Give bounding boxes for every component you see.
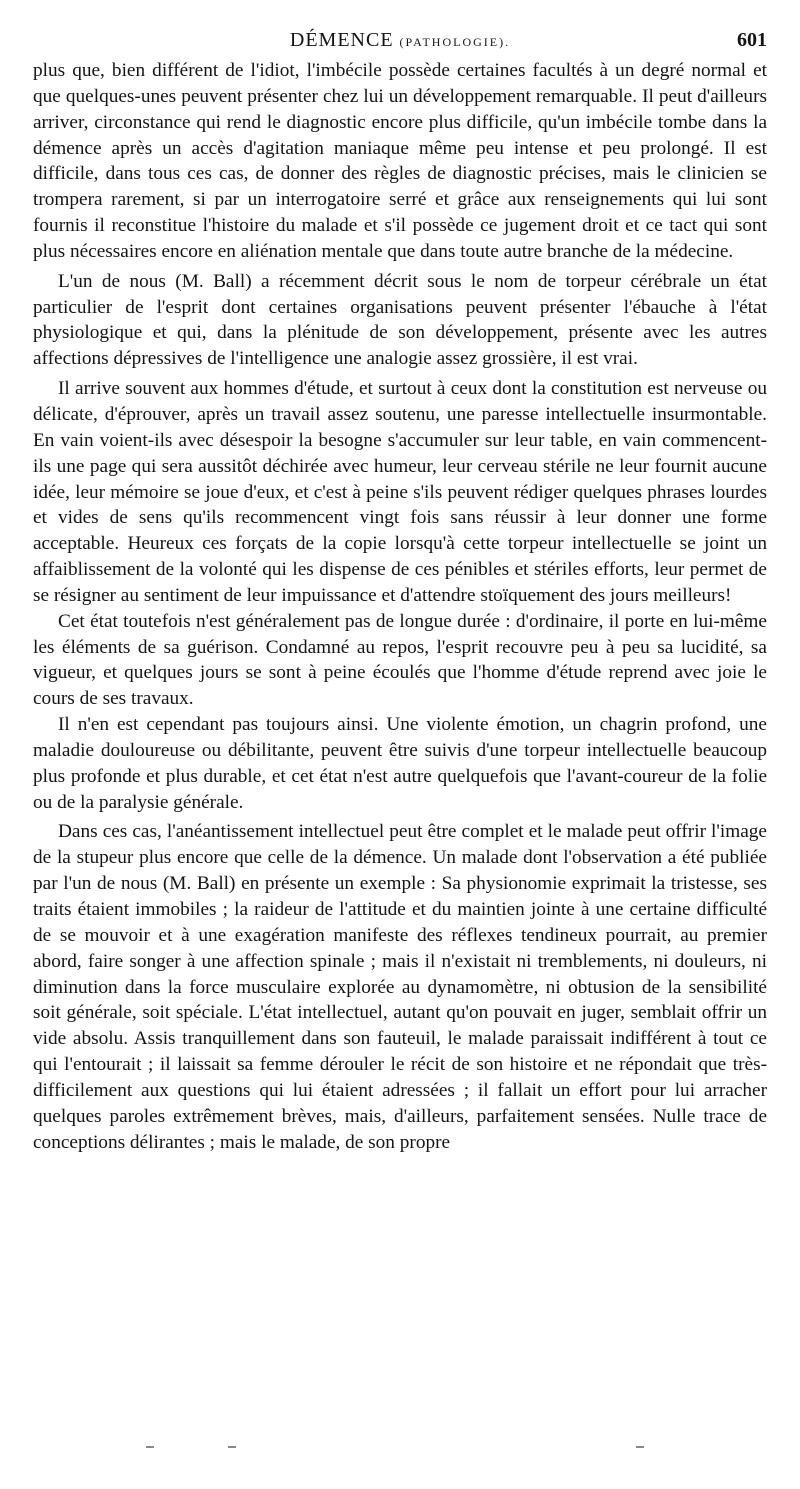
book-page bbox=[33, 26, 767, 1155]
running-header bbox=[33, 26, 767, 54]
header-title: DÉMENCE bbox=[289, 29, 394, 51]
paragraph: Il n'en est cependant pas toujours ainsi. Une violente émotion, un chagrin profond, une maladie douloureuse ou débilitante, peuvent être suivis d'une torpeur intellectuelle beaucoup plus profonde et plus durable, et cet état n'est autre quelquefois que l'avant-coureur de la folie ou de la paralysie générale. bbox=[33, 714, 767, 813]
footer-dash bbox=[636, 1446, 644, 1448]
paragraph: Dans ces cas, l'anéantissement intellectuel peut être complet et le malade peut offrir l'image de la stupeur plus encore que celle de la démence. Un malade dont l'observation a été publiée par l'un de nous (M. Ball) en présente un exemple : Sa physionomie exprimait la tristesse, ses traits étaient immobiles ; la raideur de l'attitude et du maintien jointe à une certaine difficulté de se mouvoir et à une exagération manifeste des réflexes tendineux pourrait, au premier abord, faire songer à une affection spinale ; mais il n'existait ni tremblements, ni douleurs, ni diminution dans la force musculaire explorée au dynamomètre, ni obtusion de la sensibilité soit générale, soit spéciale. L'état intellectuel, autant qu'on pouvait en juger, semblait offrir un vide absolu. Assis tranquillement dans son fauteuil, le malade paraissait indifférent à tout ce qui l'entourait ; il laissait sa femme dérouler le récit de son histoire et ne répondait que très-difficilement aux questions qui lui étaient adressées ; il fallait un effort pour lui arracher quelques paroles extrêmement brèves, mais, d'ailleurs, parfaitement sensées. Nulle trace de conceptions délirantes ; mais le malade, de son propre bbox=[33, 821, 767, 1153]
paragraph: Cet état toutefois n'est généralement pas de longue durée : d'ordinaire, il porte en lui-même les éléments de sa guérison. Condamné au repos, l'esprit recouvre peu à peu sa lucidité, sa vigueur, et quelques jours se sont à peine écoulés que l'homme d'étude reprend avec joie le cours de ses travaux. bbox=[33, 610, 767, 710]
footer-dash bbox=[228, 1446, 236, 1448]
body-text bbox=[33, 58, 767, 1155]
footer-marks bbox=[0, 1446, 800, 1452]
paragraph: L'un de nous (M. Ball) a récemment décrit sous le nom de torpeur cérébrale un état particulier de l'esprit dont certaines organisations peuvent présenter l'ébauche à l'état physiologique et qui, dans la plénitude de son développement, présente avec les autres affections dépressives de l'intelligence une analogie assez grossière, il est vrai. bbox=[33, 270, 767, 370]
running-title bbox=[33, 26, 767, 56]
footer-dash bbox=[146, 1446, 154, 1448]
paragraph: plus que, bien différent de l'idiot, l'imbécile possède certaines facultés à un degré normal et que quelques-unes peuvent présenter chez lui un développement remarquable. Il peut d'ailleurs arriver, circonstance qui rend le diagnostic encore plus difficile, qu'un imbécile tombe dans la démence après un accès d'agitation maniaque même peu intense et peu prolongé. Il est difficile, dans tous ces cas, de donner des règles de diagnostic précises, mais le clinicien se trompera rarement, si par un interrogatoire serré et grâce aux renseignements qui lui sont fournis il reconstitue l'histoire du malade et s'il possède ce jugement droit et ce tact qui sont plus nécessaires encore en aliénation mentale que dans toute autre branche de la médecine. bbox=[33, 60, 767, 262]
header-subtitle: (PATHOLOGIE). bbox=[399, 35, 511, 49]
paragraph: Il arrive souvent aux hommes d'étude, et surtout à ceux dont la constitution est nerveuse ou délicate, d'éprouver, après un travail assez soutenu, une paresse intellectuelle insurmontable. En vain voient-ils avec désespoir la besogne s'accumuler sur leur table, en vain commencent-ils une page qui sera aussitôt déchirée avec humeur, leur cerveau stérile ne leur fournit aucune idée, leur mémoire se joue d'eux, et c'est à peine s'ils peuvent rédiger quelques phrases lourdes et vides de sens qu'ils recommencent vingt fois sans réussir à leur donner une forme acceptable. Heureux ces forçats de la copie lorsqu'à cette torpeur intellectuelle se joint un affaiblissement de la volonté qui les dispense de ces pénibles et stériles efforts, leur permet de se résigner au sentiment de leur impuissance et d'attendre stoïquement des jours meilleurs! bbox=[33, 378, 767, 606]
page-number: 601 bbox=[737, 29, 767, 51]
